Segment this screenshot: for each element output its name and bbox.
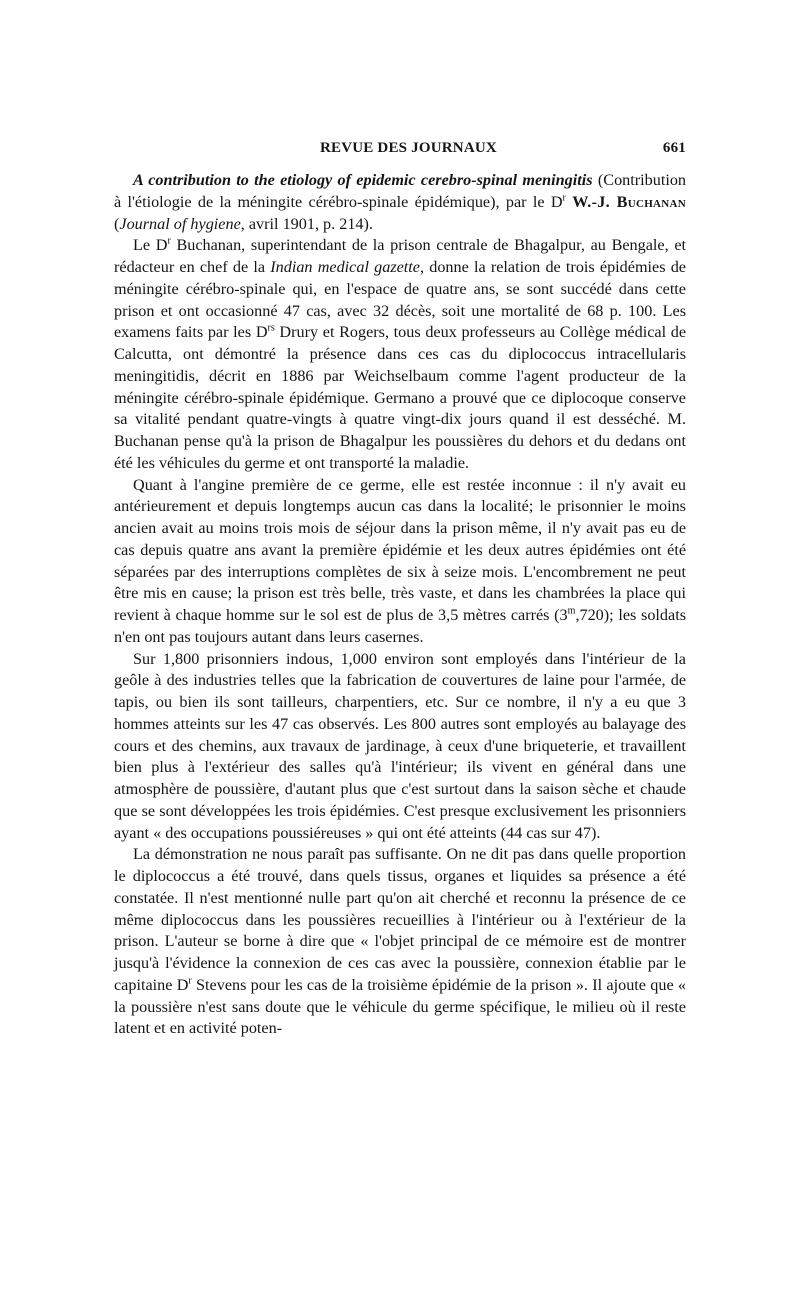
superscript: m (567, 605, 576, 617)
byline-open: ( (114, 214, 120, 233)
italic-text: Indian medical gazette (270, 258, 420, 276)
byline-sup: r (562, 192, 566, 204)
text-run: Buchanan, superintendant de la prison centrale de Bhagalpur, au Bengale, et rédacteur en chef de la (114, 236, 686, 276)
text-run: Quant à l'angine première de ce germe, elle est restée inconnue : il n'y avait eu antérieurement et depuis longtemps aucun cas dans la localité; le prisonnier le moins ancien avait au moins trois mois de séjour dans la prison même, il n'y avait pas eu de cas depuis quatre ans avant la première épidémie et les deux autres épidémies ont été séparées par des interruptions complètes de six à seize mois. L'encombrement ne peut être mis en cause; la prison est très belle, très vaste, et dans les chambrées la place qui revient à chaque homme sur le sol est de plus de 3,5 mètres carrés (3 (114, 475, 686, 624)
body-paragraph (114, 844, 686, 1040)
body-paragraph (114, 475, 686, 649)
text-run: Le D (133, 236, 168, 255)
byline-prefix: par le D (505, 192, 563, 211)
article-title: A contribution to the etiology of epidemic cerebro-spinal meningitis (133, 171, 593, 189)
running-title: REVUE DES JOURNAUX (319, 140, 497, 156)
superscript: r (167, 235, 171, 247)
body-paragraph (114, 235, 686, 474)
byline-author: W.-J. Buchanan (572, 192, 687, 211)
journal-page (114, 140, 686, 1040)
running-head (114, 140, 686, 160)
body-paragraph (114, 649, 686, 845)
superscript: r (188, 975, 192, 987)
superscript: rs (267, 322, 275, 334)
byline-journal: Journal of hygiene (119, 214, 241, 233)
page-number: 661 (662, 140, 686, 156)
text-run: La démonstration ne nous paraît pas suffisante. On ne dit pas dans quelle proportion le diplococcus a été trouvé, dans quels tissus, organes et liquides sa présence a été constatée. Il n'est mentionné nulle part qu'on ait cherché et reconnu la présence de ce même diplococcus dans les poussières recueillies à l'intérieur ou à l'extérieur de la prison. L'auteur se borne à dire que « l'objet principal de ce mémoire est de montrer jusqu'à l'évidence la connexion de ces cas avec la poussière, connexion établie par le capitaine D (114, 845, 686, 994)
text-run: , donne la relation de trois épidémies de méningite cérébro-spinale qui, en l'espace de quatre ans, se sont succédé dans cette prison et ont occasionné 47 cas, avec 32 décès, soit une mortalité de 68 p. 100. Les examens faits par les D (114, 258, 686, 342)
text-run: Sur 1,800 prisonniers indous, 1,000 environ sont employés dans l'intérieur de la geôle à des industries telles que la fabrication de couvertures de laine pour l'armée, de tapis, ou bien ils sont tailleurs, charpentiers, etc. Sur ce nombre, il n'y a eu que 3 hommes atteints sur les 47 cas observés. Les 800 autres sont employés au balayage des cours et des chemins, aux travaux de jardinage, à ceux d'une briqueterie, et travaillent bien plus à l'extérieur des salles qu'à l'intérieur; ils vivent en général dans une atmosphère de poussière, d'autant plus que c'est surtout dans la saison sèche et chaude que se sont développées les trois épidémies. C'est presque exclusivement les prisonniers ayant « des occupations poussiéreuses » qui ont été atteints (44 cas sur 47). (114, 649, 686, 842)
text-run: Drury et Rogers, tous deux professeurs au Collège médical de Calcutta, ont démontré la présence dans ces cas du diplococcus intracellularis meningitidis, décrit en 1886 par Weichselbaum comme l'agent producteur de la méningite cérébro-spinale épidémique. Germano a prouvé que ce diplocoque conserve sa vitalité pendant quatre-vingts à quatre vingt-dix jours quand il est desséché. M. Buchanan pense qu'à la prison de Bhagalpur les poussières du dehors et du dedans ont été les véhicules du germe et ont transporté la maladie. (114, 323, 687, 472)
paragraphs (114, 235, 686, 1040)
article-title-fr: (Contribution à l'étiologie de la méningite cérébro-spinale épidémique), (114, 171, 687, 211)
text-run: ,720); les soldats n'en ont pas toujours autant dans leurs casernes. (114, 606, 686, 646)
article-heading (114, 170, 686, 235)
byline-ref: , avril 1901, p. 214). (240, 214, 373, 233)
article-body (114, 170, 686, 1040)
text-run: Stevens pour les cas de la troisième épidémie de la prison ». Il ajoute que « la poussière n'est sans doute que le véhicule du germe spécifique, le milieu où il reste latent et en activité poten- (114, 975, 687, 1038)
